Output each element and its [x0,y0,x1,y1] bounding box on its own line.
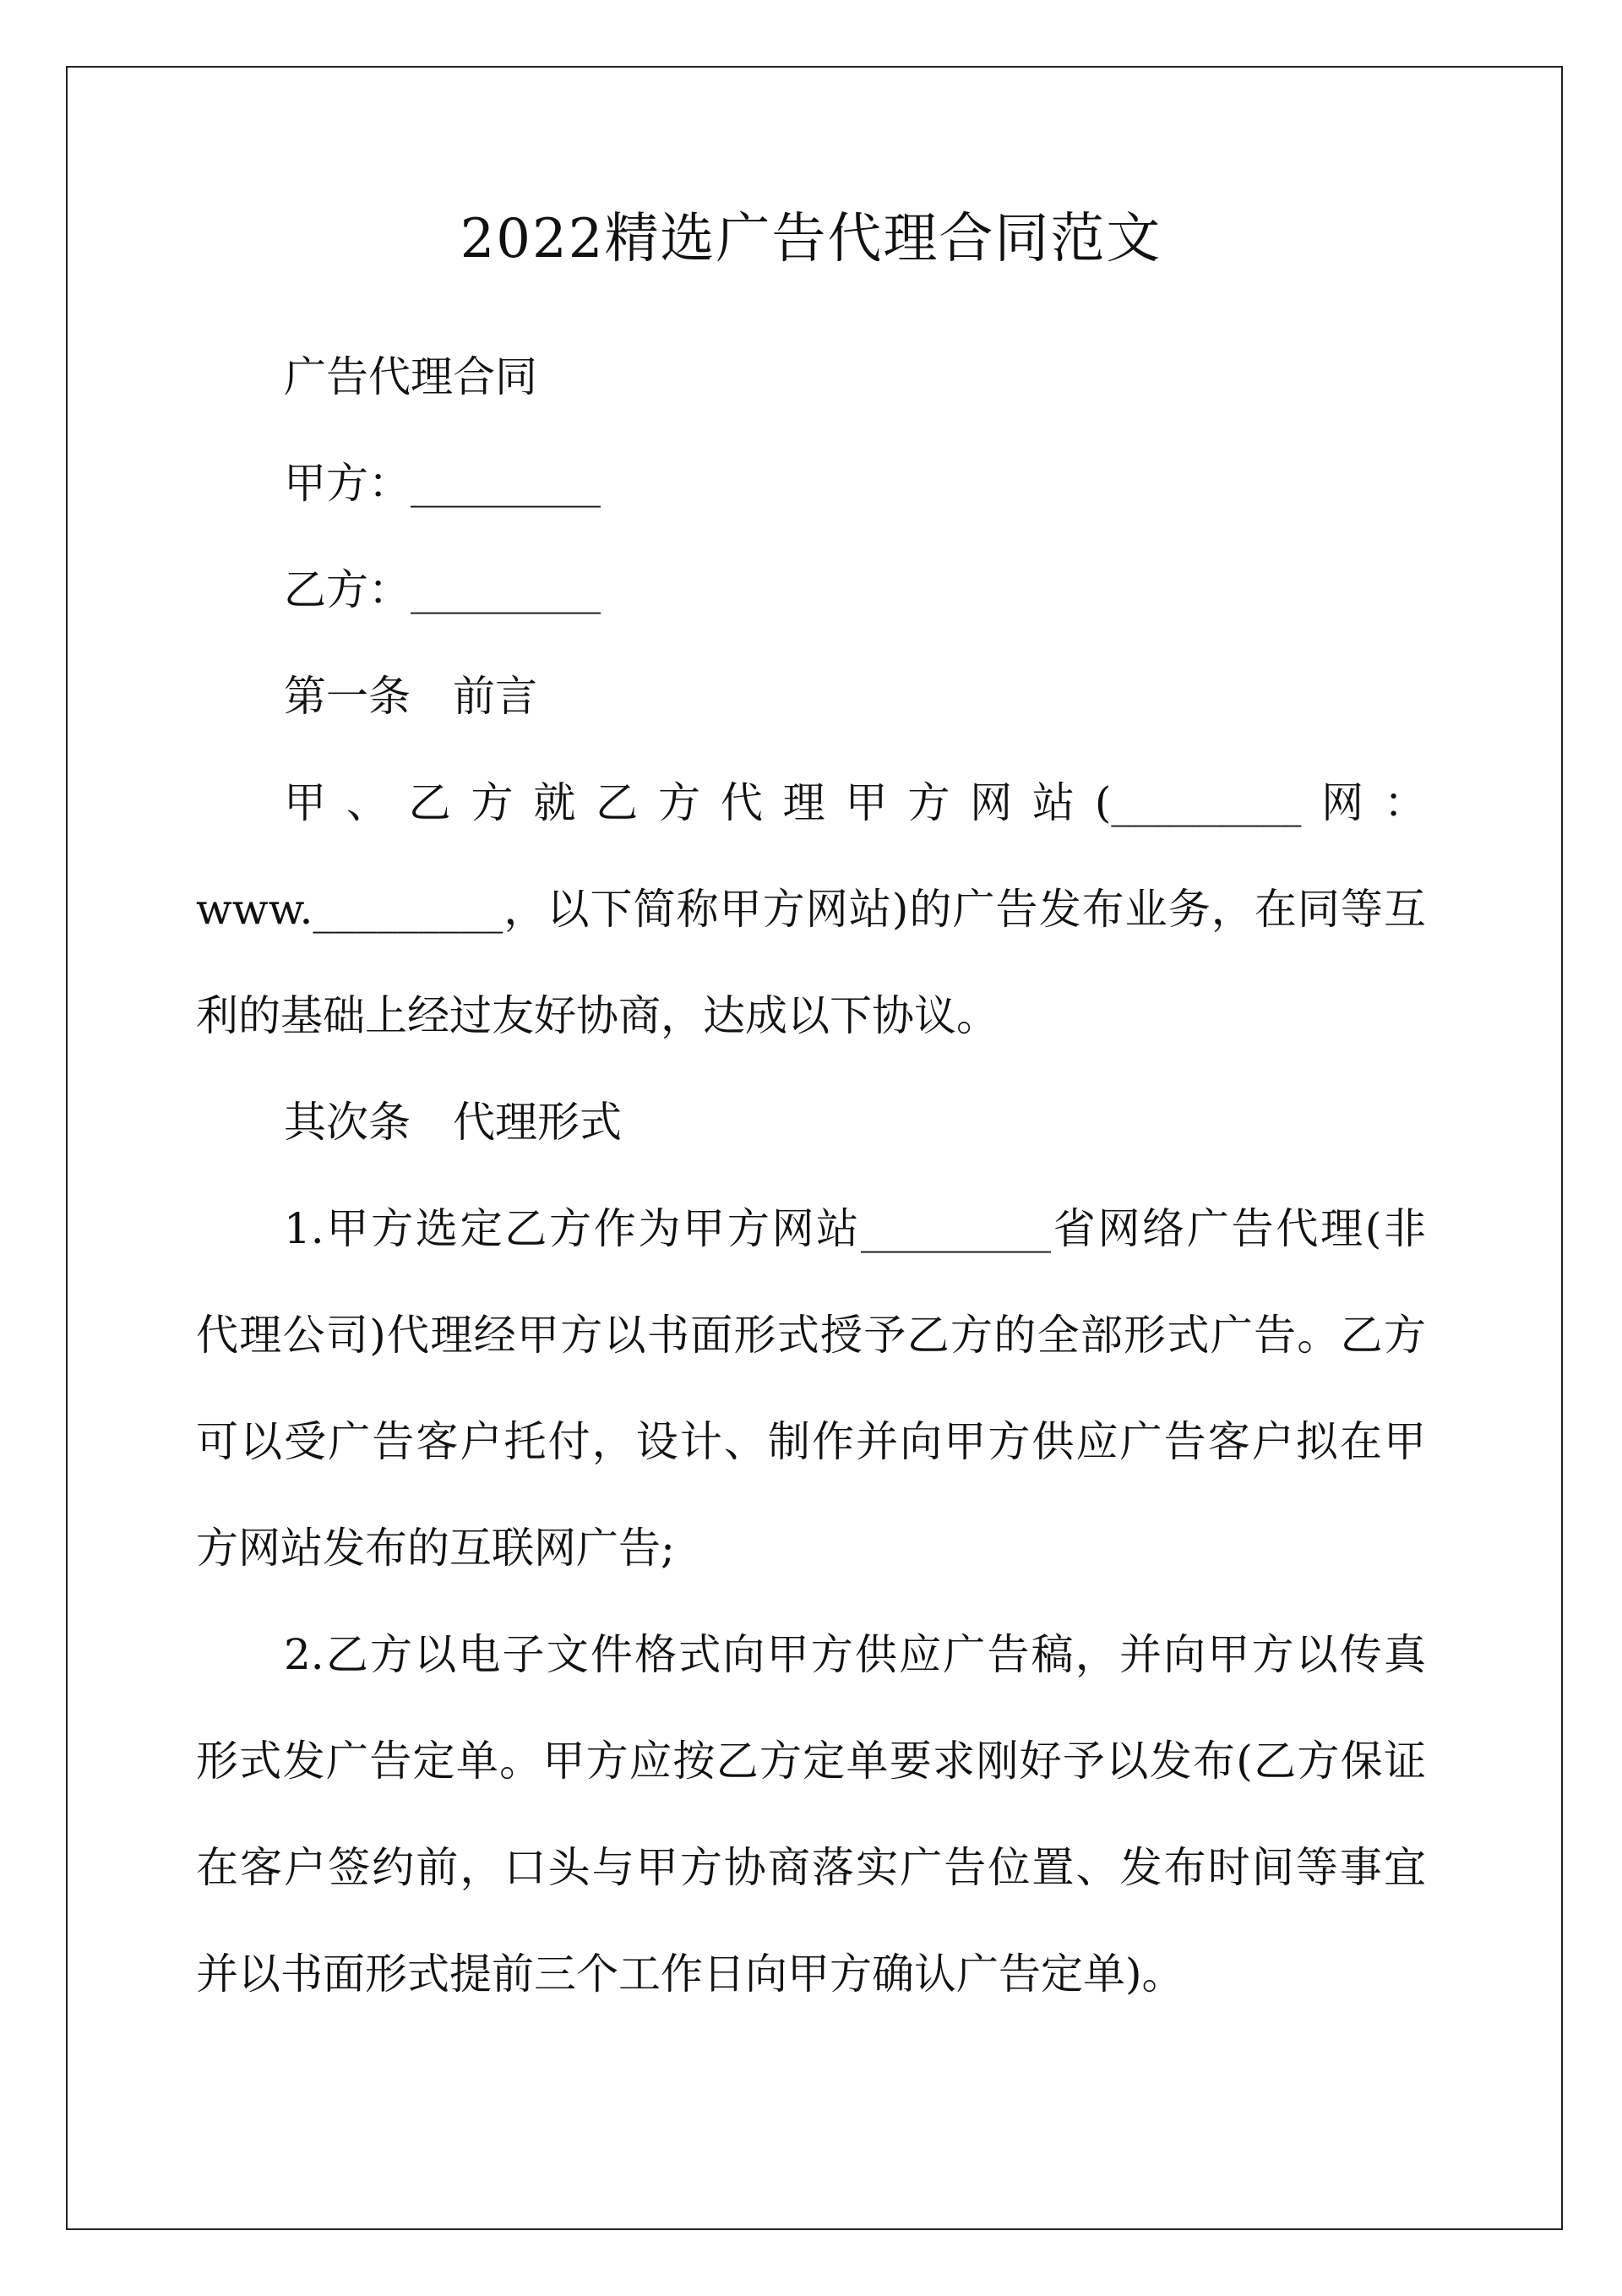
item-2-line-3: 在客户签约前，口头与甲方协商落实广告位置、发布时间等事宜 [196,1843,1426,1892]
party-b-line: 乙方：_________ [284,565,601,614]
item-1-line-3: 可以受广告客户托付，设计、制作并向甲方供应广告客户拟在甲 [196,1417,1426,1466]
article-1-line-2: www._________，以下简称甲方网站)的广告发布业务，在同等互 [196,885,1426,934]
item-1-line-4: 方网站发布的互联网广告; [196,1524,675,1573]
item-2-line-1: 2.乙方以电子文件格式向甲方供应广告稿，并向甲方以传真 [284,1630,1426,1679]
item-2-line-2: 形式发广告定单。甲方应按乙方定单要求刚好予以发布(乙方保证 [196,1737,1426,1786]
item-1-line-2: 代理公司)代理经甲方以书面形式授予乙方的全部形式广告。乙方 [196,1311,1426,1360]
item-2-line-4: 并以书面形式提前三个工作日向甲方确认广告定单)。 [196,1950,1184,1999]
article-1-line-1: 甲、乙方就乙方代理甲方网站(_________网： [284,778,1426,827]
article-1-line-3: 利的基础上经过友好协商，达成以下协议。 [196,991,999,1040]
party-a-line: 甲方：_________ [284,459,601,508]
item-1-line-1: 1.甲方选定乙方作为甲方网站_________省网络广告代理(非 [284,1204,1426,1253]
contract-heading: 广告代理合同 [284,352,537,401]
article-1-title: 第一条 前言 [284,672,537,721]
document-title: 2022精选广告代理合同范文 [460,208,1162,270]
article-2-title: 其次条 代理形式 [284,1098,622,1147]
